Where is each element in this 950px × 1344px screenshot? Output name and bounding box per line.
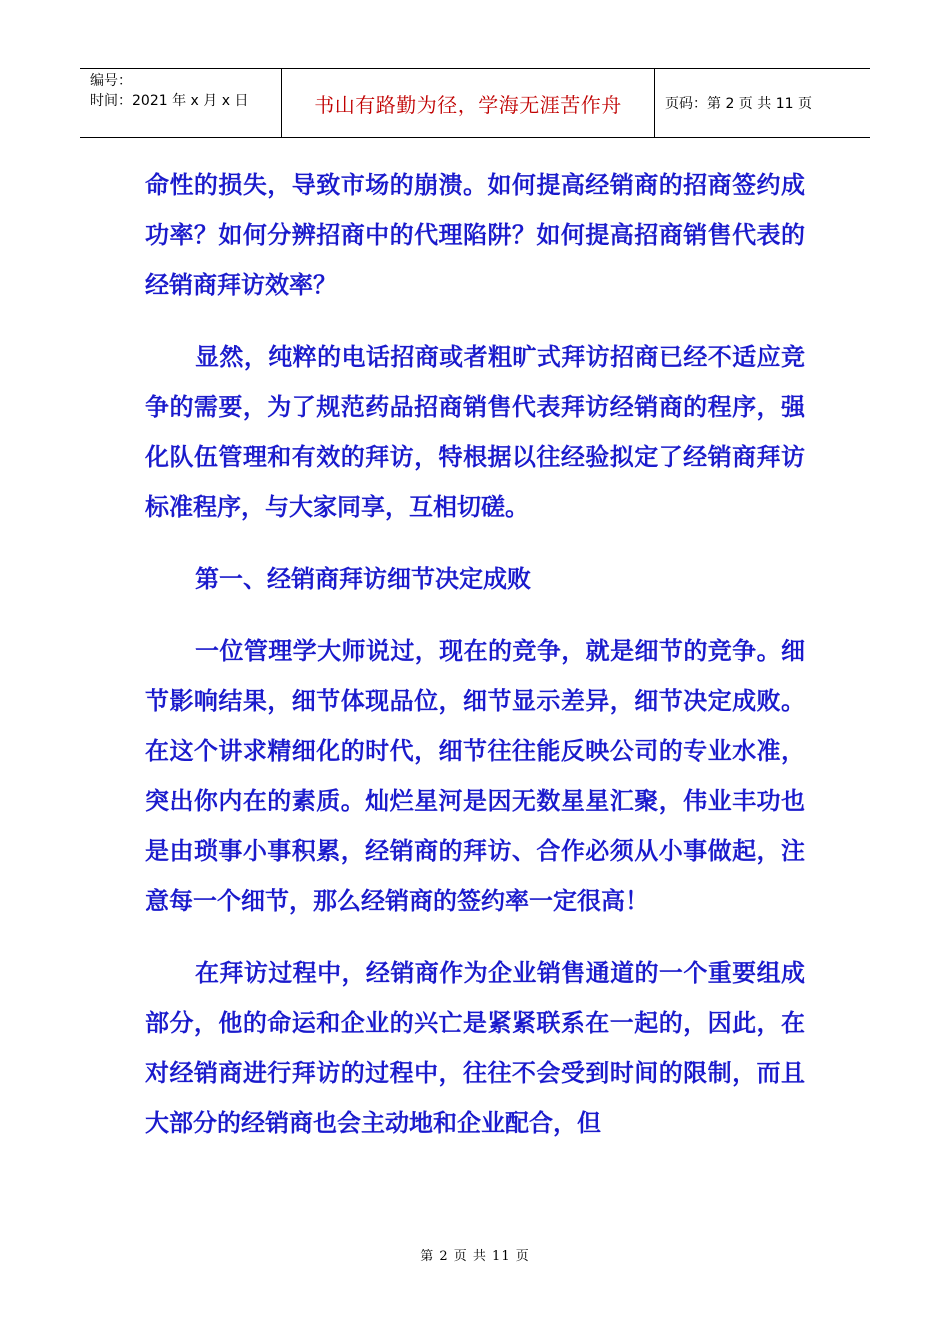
header-meta-cell [80,69,282,137]
page-footer [0,1245,950,1264]
header-page-cell [655,69,870,137]
motto-text: 书山有路勤为径，学海无涯苦作舟 [314,92,622,117]
paragraph-3: 一位管理学大师说过，现在的竞争，就是细节的竞争。细节影响结果，细节体现品位，细节显示差异，细节决定成败。在这个讲求精细化的时代，细节往往能反映公司的专业水准，突出你内在的素质。灿烂星河是因无数星星汇聚，伟业丰功也是由琐事小事积累，经销商的拜访、合作必须从小事做起，注意每一个细节，那么经销商的签约率一定很高！ [145,636,805,915]
page-code: 页码：第 2 页 共 11 页 [665,96,812,112]
number-label: 编号： [90,73,132,89]
footer-page-number: 第 2 页 共 11 页 [420,1249,530,1264]
time-label: 时间：2021 年 x 月 x 日 [90,93,249,109]
paragraph-4: 在拜访过程中，经销商作为企业销售通道的一个重要组成部分，他的命运和企业的兴亡是紧紧联系在一起的，因此，在对经销商进行拜访的过程中，往往不会受到时间的限制，而且大部分的经销商也会主动地和企业配合，但 [145,958,805,1137]
paragraph-2: 显然，纯粹的电话招商或者粗旷式拜访招商已经不适应竞争的需要，为了规范药品招商销售代表拜访经销商的程序，强化队伍管理和有效的拜访，特根据以往经验拟定了经销商拜访标准程序，与大家同享，互相切磋。 [145,342,805,521]
header-motto-cell [282,69,655,137]
document-body [145,160,805,1170]
section-heading: 第一、经销商拜访细节决定成败 [195,564,531,593]
paragraph-1: 命性的损失，导致市场的崩溃。如何提高经销商的招商签约成功率？如何分辨招商中的代理陷阱？如何提高招商销售代表的经销商拜访效率？ [145,170,805,299]
document-header [80,68,870,138]
